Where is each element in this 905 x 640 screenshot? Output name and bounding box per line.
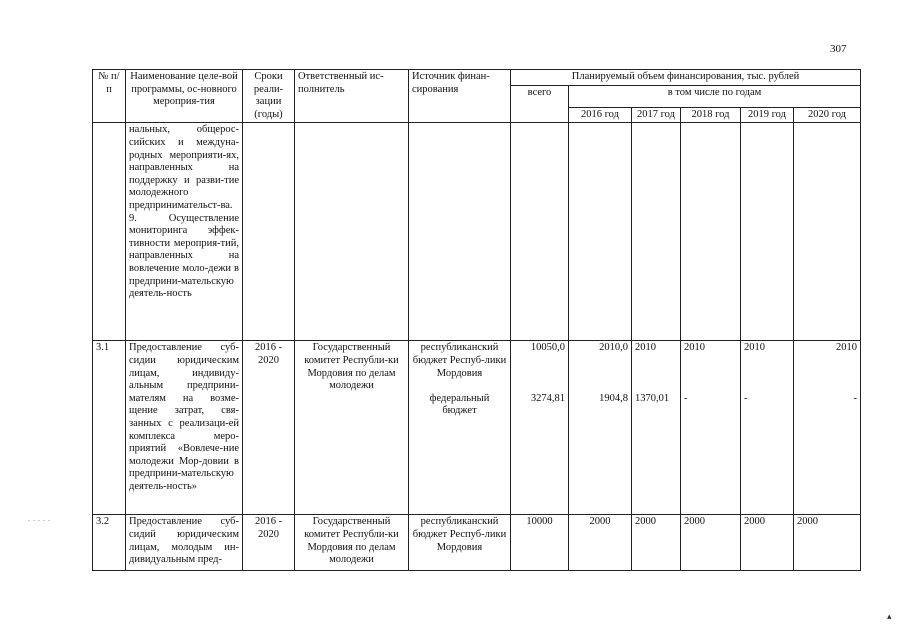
- header-terms: Сроки реали-зации (годы): [243, 70, 295, 123]
- header-year-2017: 2017 год: [632, 107, 681, 123]
- header-responsible: Ответственный ис-полнитель: [295, 70, 409, 123]
- row-num: 3.2: [93, 515, 126, 571]
- row-2017: [632, 123, 681, 341]
- table-row: [93, 123, 861, 341]
- table-row: [93, 515, 861, 571]
- header-year-2018: 2018 год: [681, 107, 741, 123]
- header-year-2019: 2019 год: [741, 107, 794, 123]
- table-row: [93, 341, 861, 515]
- row-terms: 2016 - 2020: [243, 515, 295, 571]
- row-2017: 2010 1370,01: [632, 341, 681, 515]
- row-num: 3.1: [93, 341, 126, 515]
- row-source: [409, 123, 511, 341]
- page-number: 307: [830, 43, 847, 55]
- row-2020: [794, 123, 861, 341]
- row-2016: [569, 123, 632, 341]
- row-2019: 2000: [741, 515, 794, 571]
- row-source: республиканский бюджет Респуб-лики Мордовия: [409, 515, 511, 571]
- header-total: всего: [511, 85, 569, 123]
- row-2018: [681, 123, 741, 341]
- header-planned: Планируемый объем финансирования, тыс. рублей: [511, 70, 861, 86]
- row-responsible: Государственный комитет Республи-ки Мордовия по делам молодежи: [295, 341, 409, 515]
- row-responsible: [295, 123, 409, 341]
- row-2016: 2010,0 1904,8: [569, 341, 632, 515]
- scan-dots: .....: [28, 514, 53, 523]
- row-2017: 2000: [632, 515, 681, 571]
- header-source: Источник финан-сирования: [409, 70, 511, 123]
- row-2019: 2010 -: [741, 341, 794, 515]
- row-name: Предоставление суб-сидии юридическим лицам, индивиду-альным предприни-мателям на возме-щение затрат, свя-занных с реализаци-ей комплекса меро-приятий «Вовлече-ние молодежи Мор-довии в предприни-мательскую деятель-ность»: [126, 341, 243, 515]
- row-2018: 2010 -: [681, 341, 741, 515]
- row-total: [511, 123, 569, 341]
- row-source: республиканский бюджет Респуб-лики Мордовия федеральный бюджет: [409, 341, 511, 515]
- row-responsible: Государственный комитет Республи-ки Мордовия по делам молодежи: [295, 515, 409, 571]
- row-terms: [243, 123, 295, 341]
- row-2020: 2000: [794, 515, 861, 571]
- header-row-1: [93, 70, 861, 86]
- header-year-2020: 2020 год: [794, 107, 861, 123]
- row-2018: 2000: [681, 515, 741, 571]
- header-by-years: в том числе по годам: [569, 85, 861, 107]
- row-name: нальных, общерос-сийских и междуна-родных мероприяти-ях, направленных на поддержку и разви-тие молодежного предпринимательст-ва. 9. Осуществление мониторинга эффек-тивности мероприя-тий, направленных на вовлечение моло-дежи в предприни-мательскую деятель-ность: [126, 123, 243, 341]
- header-year-2016: 2016 год: [569, 107, 632, 123]
- row-total: 10000: [511, 515, 569, 571]
- scan-mark: ▴: [887, 611, 892, 621]
- row-2016: 2000: [569, 515, 632, 571]
- row-2020: 2010 -: [794, 341, 861, 515]
- row-2019: [741, 123, 794, 341]
- row-terms: 2016 - 2020: [243, 341, 295, 515]
- header-num: № п/п: [93, 70, 126, 123]
- financing-table: [92, 69, 861, 571]
- row-total: 10050,0 3274,81: [511, 341, 569, 515]
- row-name: Предоставление суб-сидий юридическим лицам, молодым ин-дивидуальным пред-: [126, 515, 243, 571]
- header-name: Наименование целе-вой программы, ос-новного мероприя-тия: [126, 70, 243, 123]
- row-num: [93, 123, 126, 341]
